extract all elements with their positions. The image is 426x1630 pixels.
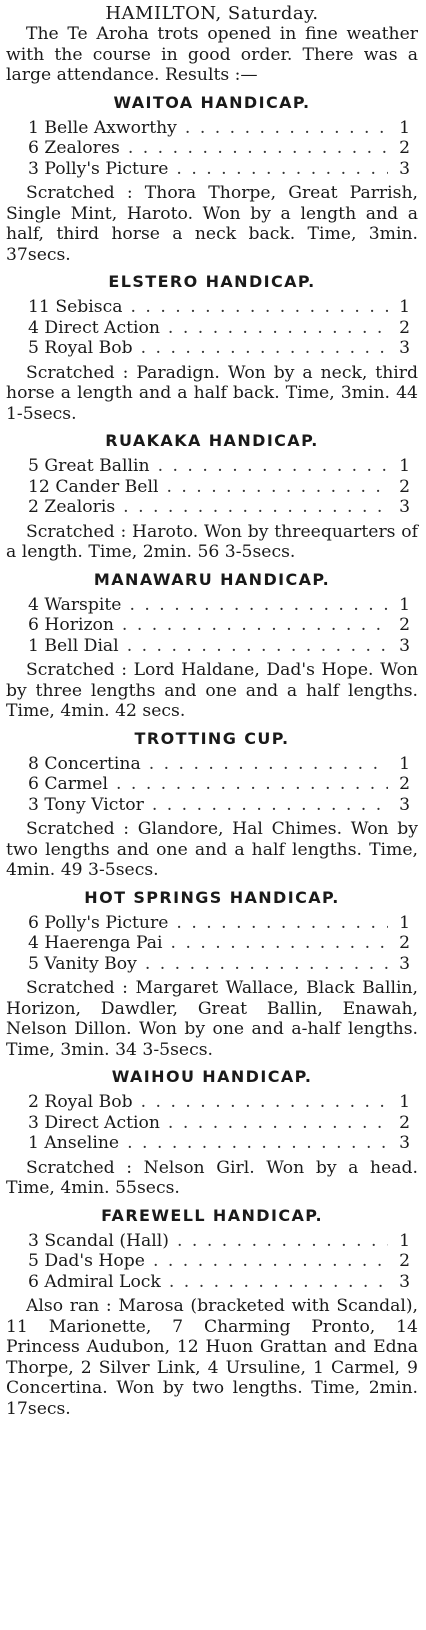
result-row <box>6 1231 418 1252</box>
finish-place: 2 <box>399 774 410 794</box>
dot-leader <box>133 338 388 359</box>
result-row <box>6 118 418 139</box>
result-row <box>6 795 418 816</box>
result-row <box>6 1272 418 1293</box>
result-row <box>6 338 418 359</box>
dot-leader <box>137 954 388 975</box>
results-list <box>6 754 418 816</box>
dot-leader <box>168 913 388 934</box>
horse-entry: 8 Concertina <box>28 753 141 774</box>
horse-entry: 6 Zealores <box>28 138 120 158</box>
result-row <box>6 1113 418 1134</box>
finish-place: 3 <box>399 158 410 179</box>
results-list <box>6 118 418 180</box>
horse-entry: 1 Bell Dial <box>28 635 119 656</box>
results-list <box>6 1092 418 1154</box>
horse-entry: 1 Belle Axworthy <box>28 117 177 138</box>
finish-place: 3 <box>399 1271 410 1292</box>
dateline: HAMILTON, Saturday. <box>105 3 319 24</box>
result-row <box>6 1092 418 1113</box>
race-heading: TROTTING CUP. <box>134 728 290 748</box>
horse-entry: 2 Royal Bob <box>28 1092 133 1112</box>
race-summary: Scratched : Haroto. Won by threequarters of a length. Time, 2min. 56 3-5secs. <box>6 521 418 562</box>
finish-place: 3 <box>399 794 410 815</box>
result-row <box>6 913 418 934</box>
finish-place: 2 <box>399 1251 410 1271</box>
race-heading: MANAWARU HANDICAP. <box>93 569 331 589</box>
result-row <box>6 138 418 159</box>
horse-entry: 6 Carmel <box>28 774 108 794</box>
results-list <box>6 1231 418 1293</box>
finish-place: 2 <box>399 138 410 158</box>
result-row <box>6 636 418 657</box>
results-list <box>6 913 418 975</box>
horse-entry: 3 Direct Action <box>28 1112 160 1133</box>
results-list <box>6 595 418 657</box>
dot-leader <box>114 615 388 636</box>
race-section <box>6 430 418 563</box>
result-row <box>6 615 418 636</box>
dot-leader <box>119 636 388 657</box>
finish-place: 1 <box>399 117 410 138</box>
race-section <box>6 569 418 722</box>
dot-leader <box>160 1113 388 1134</box>
intro-paragraph: The Te Aroha trots opened in fine weather with the course in good order. There was a large attendance. Results :— <box>6 24 418 85</box>
race-heading: ELSTERO HANDICAP. <box>108 272 316 291</box>
finish-place: 2 <box>399 933 410 953</box>
result-row <box>6 754 418 775</box>
horse-entry: 1 Anseline <box>28 1133 120 1153</box>
finish-place: 1 <box>399 1230 410 1251</box>
finish-place: 3 <box>399 635 410 656</box>
race-summary: Scratched : Thora Thorpe, Great Parrish, Single Mint, Haroto. Won by a length and a half, third horse a neck back. Time, 3min. 37secs. <box>6 183 418 265</box>
race-section <box>6 887 418 1061</box>
horse-entry: 5 Royal Bob <box>28 338 133 358</box>
race-section <box>6 728 418 881</box>
dot-leader <box>163 933 388 954</box>
dot-leader <box>144 795 388 816</box>
finish-place: 1 <box>399 594 410 615</box>
finish-place: 2 <box>399 317 410 338</box>
dot-leader <box>108 774 388 795</box>
finish-place: 2 <box>399 615 410 635</box>
horse-entry: 3 Scandal (Hall) <box>28 1230 169 1251</box>
finish-place: 2 <box>399 476 410 497</box>
result-row <box>6 1133 418 1154</box>
dot-leader <box>169 1231 388 1252</box>
dot-leader <box>115 497 388 518</box>
race-section <box>6 1205 418 1420</box>
race-heading: WAITOA HANDICAP. <box>113 92 311 112</box>
finish-place: 1 <box>399 753 410 774</box>
dot-leader <box>150 456 388 477</box>
horse-entry: 5 Vanity Boy <box>28 953 137 974</box>
result-row <box>6 497 418 518</box>
finish-place: 1 <box>399 297 410 317</box>
horse-entry: 11 Sebisca <box>28 297 123 317</box>
horse-entry: 5 Great Ballin <box>28 456 150 476</box>
result-row <box>6 159 418 180</box>
dot-leader <box>120 138 388 159</box>
result-row <box>6 1251 418 1272</box>
result-row <box>6 595 418 616</box>
horse-entry: 6 Horizon <box>28 615 114 635</box>
race-heading: FAREWELL HANDICAP. <box>101 1205 323 1225</box>
horse-entry: 5 Dad's Hope <box>28 1251 145 1271</box>
dot-leader <box>133 1092 388 1113</box>
results-list <box>6 297 418 359</box>
horse-entry: 4 Direct Action <box>28 317 160 338</box>
dot-leader <box>177 118 388 139</box>
race-section <box>6 92 418 266</box>
result-row <box>6 477 418 498</box>
result-row <box>6 318 418 339</box>
race-summary: Scratched : Paradign. Won by a neck, third horse a length and a half back. Time, 3min. 44 1-5secs. <box>6 362 418 424</box>
horse-entry: 6 Polly's Picture <box>28 912 169 933</box>
results-list <box>6 456 418 518</box>
dot-leader <box>119 1133 388 1154</box>
result-row <box>6 456 418 477</box>
horse-entry: 4 Warspite <box>28 594 122 615</box>
finish-place: 3 <box>399 953 410 974</box>
finish-place: 1 <box>399 912 410 933</box>
horse-entry: 6 Admiral Lock <box>28 1271 161 1292</box>
horse-entry: 3 Tony Victor <box>28 794 144 815</box>
dot-leader <box>145 1251 388 1272</box>
horse-entry: 4 Haerenga Pai <box>28 933 163 953</box>
result-row <box>6 297 418 318</box>
finish-place: 3 <box>399 497 410 517</box>
result-row <box>6 933 418 954</box>
race-summary: Scratched : Nelson Girl. Won by a head. Time, 4min. 55secs. <box>6 1157 418 1198</box>
dot-leader <box>121 595 388 616</box>
result-row <box>6 774 418 795</box>
finish-place: 2 <box>399 1112 410 1133</box>
finish-place: 3 <box>399 338 410 358</box>
race-heading: RUAKAKA HANDICAP. <box>105 431 319 450</box>
race-heading: HOT SPRINGS HANDICAP. <box>84 887 340 907</box>
race-heading: WAIHOU HANDICAP. <box>111 1067 313 1086</box>
dot-leader <box>160 318 388 339</box>
horse-entry: 12 Cander Bell <box>28 476 159 497</box>
horse-entry: 3 Polly's Picture <box>28 158 169 179</box>
race-summary: Scratched : Glandore, Hal Chimes. Won by two lengths and one and a half lengths. Time, 4min. 49 3-5secs. <box>6 819 418 880</box>
finish-place: 1 <box>399 456 410 476</box>
race-summary: Also ran : Marosa (bracketed with Scandal), 11 Marionette, 7 Charming Pronto, 14 Princess Audubon, 12 Huon Grattan and Edna Thorpe, 2 Silver Link, 4 Ursuline, 1 Carmel, 9 Concertina. Won by two lengths. Time, 2min. 17secs. <box>6 1296 418 1419</box>
horse-entry: 2 Zealoris <box>28 497 116 517</box>
result-row <box>6 954 418 975</box>
race-section <box>6 1066 418 1199</box>
race-results <box>6 92 418 1420</box>
dot-leader <box>141 754 388 775</box>
dot-leader <box>158 477 388 498</box>
finish-place: 1 <box>399 1092 410 1112</box>
dot-leader <box>161 1272 388 1293</box>
dot-leader <box>122 297 388 318</box>
race-section <box>6 271 418 424</box>
finish-place: 3 <box>399 1133 410 1153</box>
race-summary: Scratched : Lord Haldane, Dad's Hope. Won by three lengths and one and a half lengths. Time, 4min. 42 secs. <box>6 660 418 721</box>
dot-leader <box>168 159 388 180</box>
race-summary: Scratched : Margaret Wallace, Black Ballin, Horizon, Dawdler, Great Ballin, Enawah, Nelson Dillon. Won by one and a-half lengths. Time, 3min. 34 3-5secs. <box>6 978 418 1060</box>
